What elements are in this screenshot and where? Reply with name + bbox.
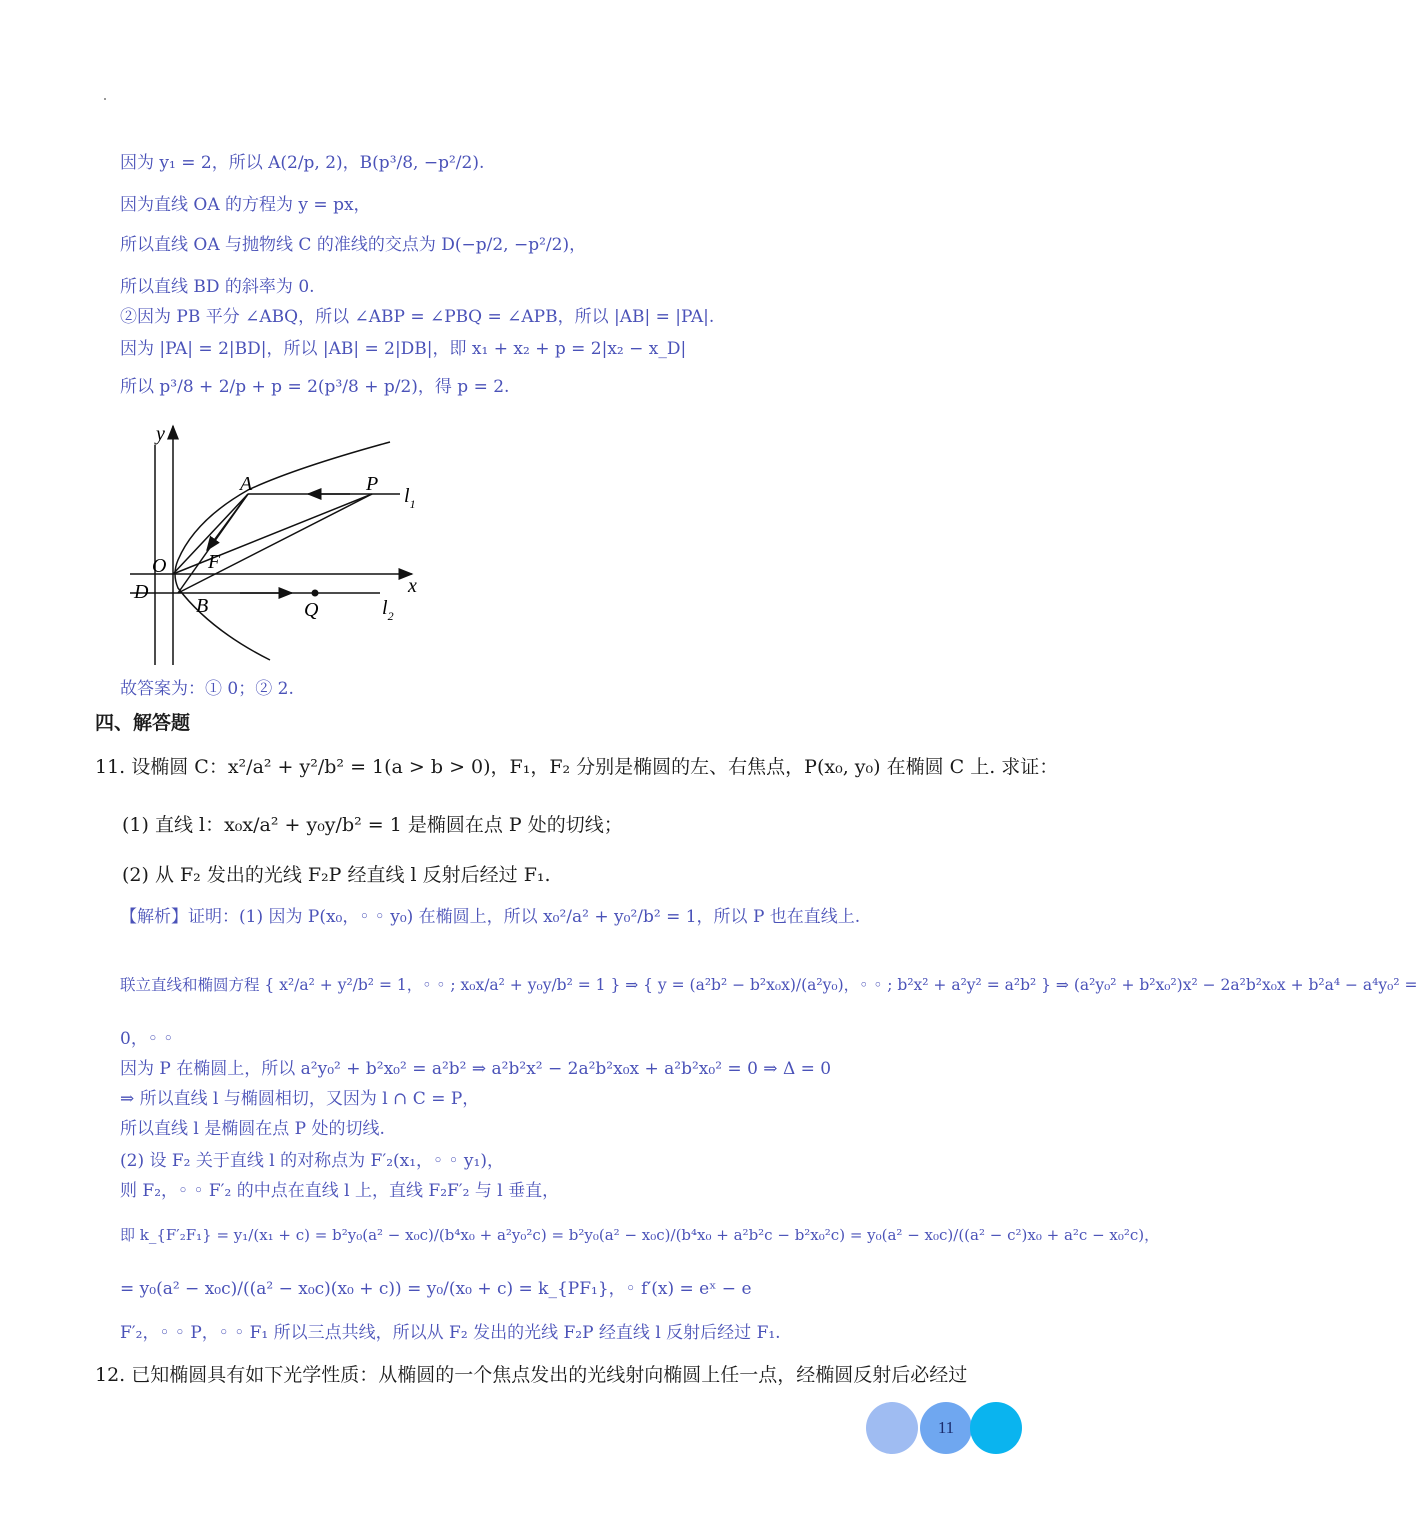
solution11-line-3: 0，◦ ◦ bbox=[120, 1029, 174, 1049]
q11-stem: 11. 设椭圆 C：x²/a² + y²/b² = 1(a > b > 0)，F₁，F₂ 分别是椭圆的左、右焦点，P(x₀, y₀) 在椭圆 C 上. 求证： bbox=[95, 756, 1059, 778]
label-B: B bbox=[196, 595, 209, 617]
solution-line-2: 因为直线 OA 的方程为 y = px， bbox=[120, 195, 371, 215]
section-heading: 四、解答题 bbox=[95, 712, 191, 734]
solution-line-4: 所以直线 BD 的斜率为 0. bbox=[120, 277, 315, 297]
solution11-line-1: 【解析】证明：(1) 因为 P(x₀，◦ ◦ y₀) 在椭圆上，所以 x₀²/a² + y₀²/b² = 1，所以 P 也在直线上. bbox=[120, 907, 861, 927]
solution11-line-4: 因为 P 在椭圆上，所以 a²y₀² + b²x₀² = a²b² ⇒ a²b²x² − 2a²b²x₀x + a²b²x₀² = 0 ⇒ Δ = 0 bbox=[120, 1059, 832, 1079]
solution11-line-10: = y₀(a² − x₀c)/((a² − x₀c)(x₀ + c)) = y₀/(x₀ + c) = k_{PF₁}，◦ f′(x) = eˣ − e bbox=[120, 1279, 752, 1299]
solution-line-3: 所以直线 OA 与抛物线 C 的准线的交点为 D(−p/2, −p²/2)， bbox=[120, 235, 587, 255]
solution-line-1: 因为 y₁ = 2，所以 A(2/p, 2)，B(p³/8, −p²/2). bbox=[120, 153, 485, 173]
label-A: A bbox=[240, 473, 253, 495]
label-F: F bbox=[208, 551, 221, 573]
solution-line-5: ②因为 PB 平分 ∠ABQ，所以 ∠ABP = ∠PBQ = ∠APB，所以 |AB| = |PA|. bbox=[120, 307, 715, 327]
label-y: y bbox=[156, 423, 165, 445]
solution-line-6: 因为 |PA| = 2|BD|，所以 |AB| = 2|DB|，即 x₁ + x₂ + p = 2|x₂ − x_D| bbox=[120, 339, 687, 359]
solution11-line-7: (2) 设 F₂ 关于直线 l 的对称点为 F′₂(x₁，◦ ◦ y₁)， bbox=[120, 1151, 504, 1171]
scan-mark bbox=[104, 98, 106, 100]
solution11-line-6: 所以直线 l 是椭圆在点 P 处的切线. bbox=[120, 1119, 385, 1139]
segment-BP bbox=[178, 494, 372, 593]
q11-part1: (1) 直线 l：x₀x/a² + y₀y/b² = 1 是椭圆在点 P 处的切线； bbox=[122, 814, 623, 836]
solution11-line-9: 即 k_{F′₂F₁} = y₁/(x₁ + c) = b²y₀(a² − x₀c)/(b⁴x₀ + a²y₀²c) = b²y₀(a² − x₀c)/(b⁴x₀ + a²b²c − b²x₀²c) = y₀(a² − x₀c)/((a² − c²)x₀ + a²c − x₀²c)， bbox=[120, 1226, 1160, 1244]
solution11-line-5: ⇒ 所以直线 l 与椭圆相切，又因为 l ∩ C = P， bbox=[120, 1089, 480, 1109]
label-Q: Q bbox=[304, 599, 319, 621]
analysis-tag: 【解析】 bbox=[120, 907, 188, 927]
solution-line-7: 所以 p³/8 + 2/p + p = 2(p³/8 + p/2)，得 p = 2. bbox=[120, 377, 510, 397]
solution11-line-2: 联立直线和椭圆方程 { x²/a² + y²/b² = 1，◦ ◦ ; x₀x/a² + y₀y/b² = 1 } ⇒ { y = (a²b² − b²x₀x)/(a²y₀)，◦ ◦ ; b²x² + a²y² = a²b² } ⇒ (a²y₀² + b²x₀²)x² − 2a²b²x₀x + b²a⁴ − a⁴y₀² = bbox=[120, 976, 1417, 994]
q12-stem: 12. 已知椭圆具有如下光学性质：从椭圆的一个焦点发出的光线射向椭圆上任一点，经椭圆反射后必经过 bbox=[95, 1364, 968, 1386]
label-O: O bbox=[152, 555, 167, 577]
label-P: P bbox=[366, 473, 379, 495]
page-number: 11 bbox=[937, 1418, 955, 1437]
label-D: D bbox=[134, 581, 149, 603]
label-x: x bbox=[408, 575, 417, 597]
parabola-figure bbox=[110, 420, 450, 680]
solution11-line-11: F′₂，◦ ◦ P，◦ ◦ F₁ 所以三点共线，所以从 F₂ 发出的光线 F₂P 经直线 l 反射后经过 F₁. bbox=[120, 1323, 781, 1343]
q11-part2: (2) 从 F₂ 发出的光线 F₂P 经直线 l 反射后经过 F₁. bbox=[122, 864, 551, 886]
page-badge-left bbox=[866, 1402, 918, 1454]
point-Q bbox=[312, 590, 319, 597]
segment-OP bbox=[173, 494, 372, 574]
label-l1: $l_1$ bbox=[404, 485, 416, 511]
page-badge-right bbox=[970, 1402, 1022, 1454]
solution11-line-8: 则 F₂，◦ ◦ F′₂ 的中点在直线 l 上，直线 F₂F′₂ 与 l 垂直， bbox=[120, 1181, 560, 1201]
answer-line: 故答案为：① 0；② 2. bbox=[120, 679, 294, 699]
label-l2: $l_2$ bbox=[382, 597, 394, 623]
